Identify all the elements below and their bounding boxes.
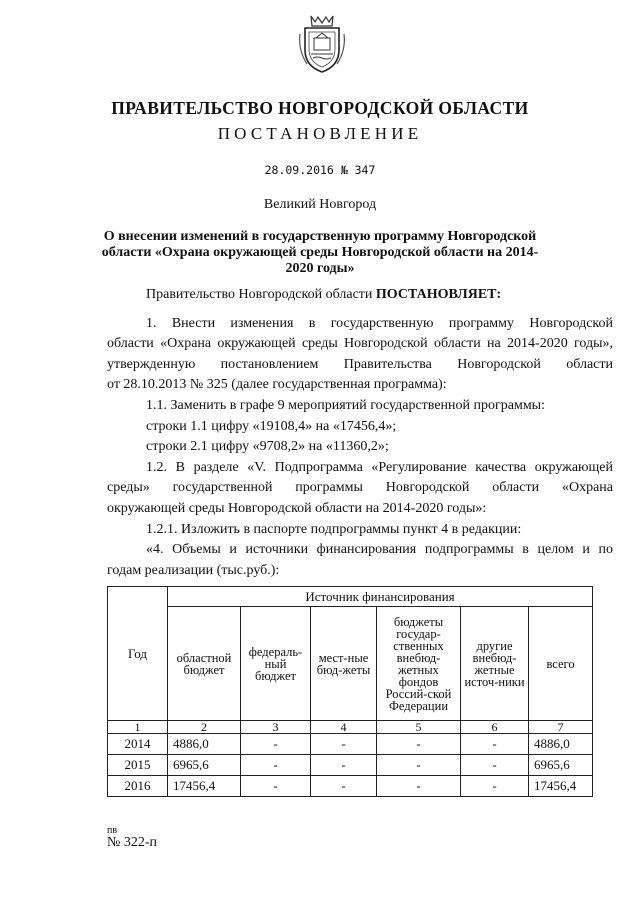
column-header: всего (529, 607, 593, 721)
column-header: областной бюджет (168, 607, 241, 721)
cell-local: - (311, 755, 377, 776)
column-number: 4 (311, 721, 377, 734)
cell-total: 4886,0 (529, 734, 593, 755)
p1-line2: области «Охрана окружающей среды Новгородской области на 2014-2020 годы», (107, 336, 613, 352)
document-date-number: 28.09.2016 № 347 (264, 163, 376, 177)
decree-word: ПОСТАНОВЛЯЕТ: (375, 287, 502, 302)
column-header: мест-ные бюд-жеты (311, 607, 377, 721)
column-number: 3 (241, 721, 311, 734)
cell-regional: 4886,0 (168, 734, 241, 755)
table-row (108, 755, 593, 776)
cell-federal: - (241, 755, 311, 776)
document-subject: О внесении изменений в государственную программу Новгородской области «Охрана окружающей среды Новгородской области на 2014-2020 годы» (101, 229, 539, 276)
coat-of-arms-emblem (297, 14, 347, 74)
cell-total: 17456,4 (529, 776, 593, 797)
cell-federal: - (241, 734, 311, 755)
footer-document-number: № 322-п (107, 835, 158, 850)
year-column-header: Год (108, 587, 168, 721)
intro-paragraph (107, 285, 613, 306)
column-header: бюджеты государ-ственных внебюд-жетных фондов Россий-ской Федерации (377, 607, 461, 721)
column-number: 2 (168, 721, 241, 734)
p1-line4: от 28.10.2013 № 325 (далее государственная программа): (107, 377, 447, 393)
cell-funds: - (377, 755, 461, 776)
table-row (108, 776, 593, 797)
p4-line2: годам реализации (тыс.руб.): (107, 562, 280, 578)
table-row (108, 734, 593, 755)
cell-year: 2016 (108, 776, 168, 797)
cell-funds: - (377, 734, 461, 755)
p11-text: 1.1. Заменить в графе 9 мероприятий государственной программы: (146, 397, 545, 413)
cell-total: 6965,6 (529, 755, 593, 776)
document-body (107, 285, 613, 581)
cell-funds: - (377, 776, 461, 797)
p12-line3: окружающей среды Новгородской области на 2014-2020 годы»: (107, 500, 487, 516)
column-number: 7 (529, 721, 593, 734)
intro-text: Правительство Новгородской области (146, 287, 376, 302)
line-1-1: строки 1.1 цифру «19108,4» на «17456,4»; (146, 418, 397, 434)
p12-line1: 1.2. В разделе «V. Подпрограмма «Регулирование качества окружающей (146, 459, 613, 475)
footer-code: пв (107, 825, 118, 836)
cell-regional: 17456,4 (168, 776, 241, 797)
cell-other: - (461, 755, 529, 776)
cell-other: - (461, 734, 529, 755)
column-header: другие внебюд-жетные источ-ники (461, 607, 529, 721)
cell-regional: 6965,6 (168, 755, 241, 776)
cell-other: - (461, 776, 529, 797)
government-title: ПРАВИТЕЛЬСТВО НОВГОРОДСКОЙ ОБЛАСТИ (111, 98, 529, 118)
p12-line2: среды» государственной программы Новгородской области «Охрана (107, 480, 613, 496)
cell-year: 2014 (108, 734, 168, 755)
cell-local: - (311, 776, 377, 797)
cell-local: - (311, 734, 377, 755)
column-header: федераль-ный бюджет (241, 607, 311, 721)
p121-text: 1.2.1. Изложить в паспорте подпрограммы пункт 4 в редакции: (146, 521, 522, 537)
financing-table (107, 586, 593, 797)
cell-year: 2015 (108, 755, 168, 776)
column-number: 1 (108, 721, 168, 734)
p4-line1: «4. Объемы и источники финансирования подпрограммы в целом и по (146, 542, 613, 558)
p1-line1: 1. Внести изменения в государственную программу Новгородской (146, 315, 613, 331)
document-type: ПОСТАНОВЛЕНИЕ (217, 124, 423, 143)
line-2-1: строки 2.1 цифру «9708,2» на «11360,2»; (146, 439, 389, 455)
p1-line3: утвержденную постановлением Правительства Новгородской области (107, 356, 613, 372)
sources-header: Источник финансирования (168, 587, 593, 607)
column-number: 5 (377, 721, 461, 734)
city-name: Великий Новгород (263, 197, 377, 212)
cell-federal: - (241, 776, 311, 797)
column-number: 6 (461, 721, 529, 734)
